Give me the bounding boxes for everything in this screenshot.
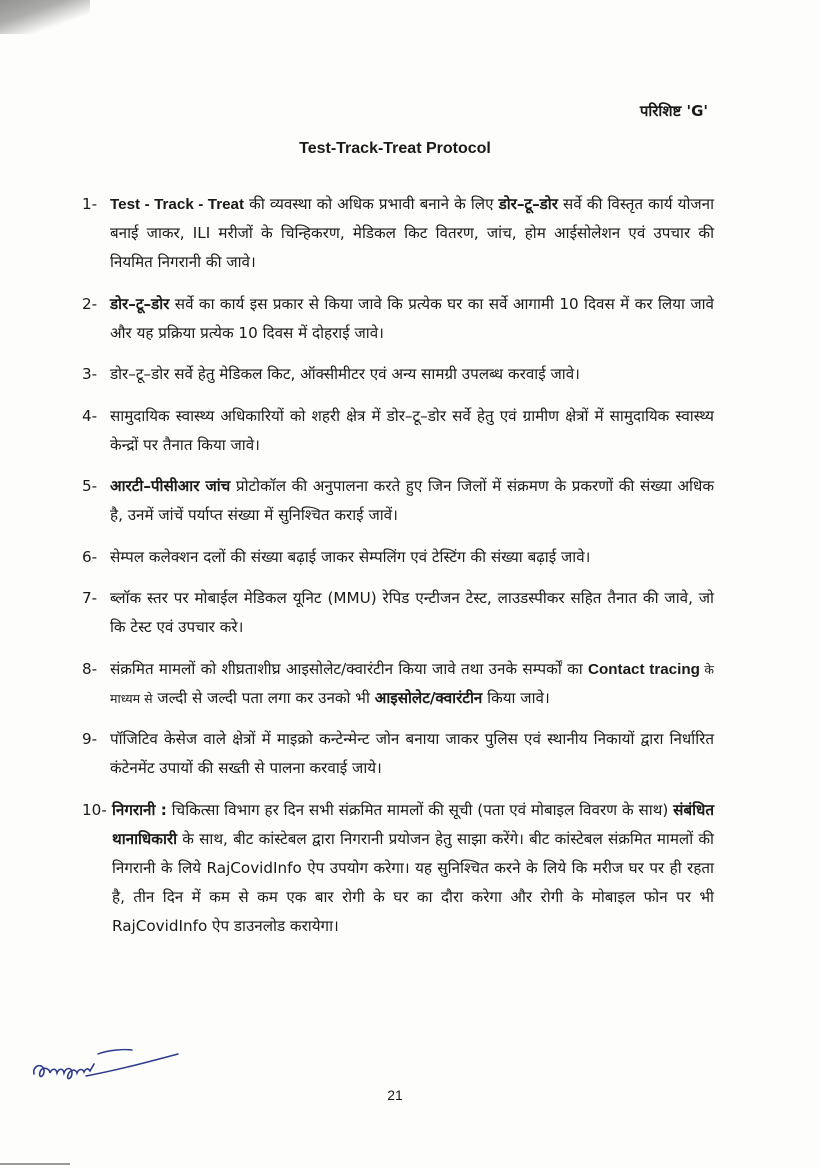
item-text-emphasis: निगरानी : bbox=[112, 800, 167, 819]
item-text bbox=[110, 725, 714, 783]
item-text-emphasis: संबंधित थानाधिकारी bbox=[112, 800, 714, 848]
item-text bbox=[110, 655, 714, 713]
item-text-segment: जल्दी से जल्दी पता लगा कर उनको भी bbox=[152, 688, 375, 707]
protocol-item bbox=[82, 543, 714, 572]
item-text-segment: के साथ, बीट कांस्टेबल द्वारा निगरानी प्रयोजन हेतु साझा करेंगे। बीट कांस्टेबल संक्रमित मामलों की निगरानी के लिये RajCovidInfo ऐप उपयोग करेगा। यह सुनिश्चित करने के लिये कि मरीज घर पर ही रहता है, तीन दिन में कम से कम एक बार रोगी के घर का दौरा करेगा और रोगी के मोबाइल फोन पर भी RajCovidInfo ऐप डाउनलोड करायेगा। bbox=[112, 829, 714, 935]
item-text-segment: चिकित्सा विभाग हर दिन सभी संक्रमित मामलों की सूची (पता एवं मोबाइल विवरण के साथ) bbox=[166, 800, 674, 819]
page-number: 21 bbox=[387, 1087, 403, 1103]
item-number: 1- bbox=[82, 195, 98, 213]
protocol-item bbox=[82, 290, 714, 348]
item-number: 6- bbox=[82, 547, 98, 566]
scan-edge-line bbox=[0, 1163, 70, 1165]
item-number: 8- bbox=[82, 659, 98, 678]
item-text-segment: किया जावे। bbox=[482, 688, 550, 707]
item-text-segment: सर्वे की विस्तृत कार्य योजना बनाई जाकर, ILI मरीजों के चिन्हिकरण, मेडिकल किट वितरण, जांच, होम आईसोलेशन एवं उपचार की नियमित निगरानी की जावे। bbox=[110, 195, 715, 271]
item-number: 4- bbox=[82, 406, 98, 425]
item-text bbox=[110, 290, 714, 348]
protocol-item bbox=[82, 190, 714, 277]
item-text-segment: की व्यवस्था को अधिक प्रभावी बनाने के लिए bbox=[244, 195, 499, 213]
item-text bbox=[110, 543, 714, 572]
protocol-item bbox=[82, 402, 714, 460]
item-text bbox=[110, 190, 714, 277]
item-number: 5- bbox=[82, 477, 98, 495]
item-text-segment: सर्वे का कार्य इस प्रकार से किया जावे कि प्रत्येक घर का सर्वे आगामी 10 दिवस में कर लिया जावे और यह प्रक्रिया प्रत्येक 10 दिवस में दोहराई जावे। bbox=[110, 294, 714, 342]
item-text-emphasis: डोर–टू–डोर bbox=[110, 294, 170, 313]
item-text-segment: प्रोटोकॉल की अनुपालना करते हुए जिन जिलों में संक्रमण के प्रकरणों की संख्या अधिक है, उनमें जांचें पर्याप्त संख्या में सुनिश्चित कराई जावें। bbox=[110, 477, 714, 524]
item-text-segment: सामुदायिक स्वास्थ्य अधिकारियों को शहरी क्षेत्र में डोर–टू–डोर सर्वे हेतु एवं ग्रामीण क्षेत्रों में सामुदायिक स्वास्थ्य केन्द्रों पर तैनात किया जावे। bbox=[110, 406, 714, 454]
scan-corner-shadow bbox=[0, 0, 90, 34]
protocol-item bbox=[82, 584, 714, 642]
item-text-segment: संक्रमित मामलों को शीघ्रताशीघ्र आइसोलेट/क्वारंटीन किया जावे तथा उनके सम्पर्कों का bbox=[110, 659, 589, 678]
item-text-segment: डोर–टू–डोर सर्वे हेतु मेडिकल किट, ऑक्सीमीटर एवं अन्य सामग्री उपलब्ध करवाई जावे। bbox=[110, 365, 580, 383]
item-text bbox=[110, 472, 714, 530]
protocol-list bbox=[82, 190, 714, 953]
protocol-item bbox=[82, 655, 714, 713]
item-text-emphasis: आइसोलेट/क्वारंटीन bbox=[374, 688, 483, 707]
item-text bbox=[110, 584, 714, 642]
protocol-item bbox=[82, 725, 714, 783]
item-number: 9- bbox=[82, 730, 98, 748]
protocol-item bbox=[82, 472, 714, 530]
item-text-segment: ब्लॉक स्तर पर मोबाईल मेडिकल यूनिट (MMU) रेपिड एन्टीजन टेस्ट, लाउडस्पीकर सहित तैनात की जावे, जो कि टेस्ट एवं उपचार करे। bbox=[110, 589, 714, 636]
item-number: 2- bbox=[82, 294, 98, 313]
item-text bbox=[112, 796, 714, 941]
signature bbox=[28, 1040, 188, 1090]
protocol-item bbox=[82, 360, 714, 389]
protocol-item bbox=[82, 796, 714, 941]
item-text-segment: के माध्यम से bbox=[110, 661, 714, 706]
item-text bbox=[110, 360, 714, 389]
item-text bbox=[110, 402, 714, 460]
item-number: 10- bbox=[82, 800, 107, 819]
document-title: Test-Track-Treat Protocol bbox=[299, 140, 491, 157]
annex-label: परिशिष्ट 'G' bbox=[639, 102, 708, 120]
item-text-emphasis: Test - Track - Treat bbox=[110, 196, 245, 213]
item-text-segment: पॉजिटिव केसेज वाले क्षेत्रों में माइक्रो कन्टेन्मेन्ट जोन बनाया जाकर पुलिस एवं स्थानीय निकायों द्वारा निर्धारित कंटेनमेंट उपायों की सख्ती से पालना करवाई जाये। bbox=[110, 730, 714, 777]
item-text-emphasis: डोर–टू–डोर bbox=[498, 195, 558, 213]
item-number: 3- bbox=[82, 365, 98, 383]
item-text-segment: सेम्पल कलेक्शन दलों की संख्या बढ़ाई जाकर सेम्पलिंग एवं टेस्टिंग की संख्या बढ़ाई जावे। bbox=[110, 547, 591, 566]
item-text-emphasis: Contact tracing bbox=[588, 660, 700, 678]
item-text-emphasis: आरटी–पीसीआर जांच bbox=[110, 477, 231, 495]
item-number: 7- bbox=[82, 589, 98, 607]
